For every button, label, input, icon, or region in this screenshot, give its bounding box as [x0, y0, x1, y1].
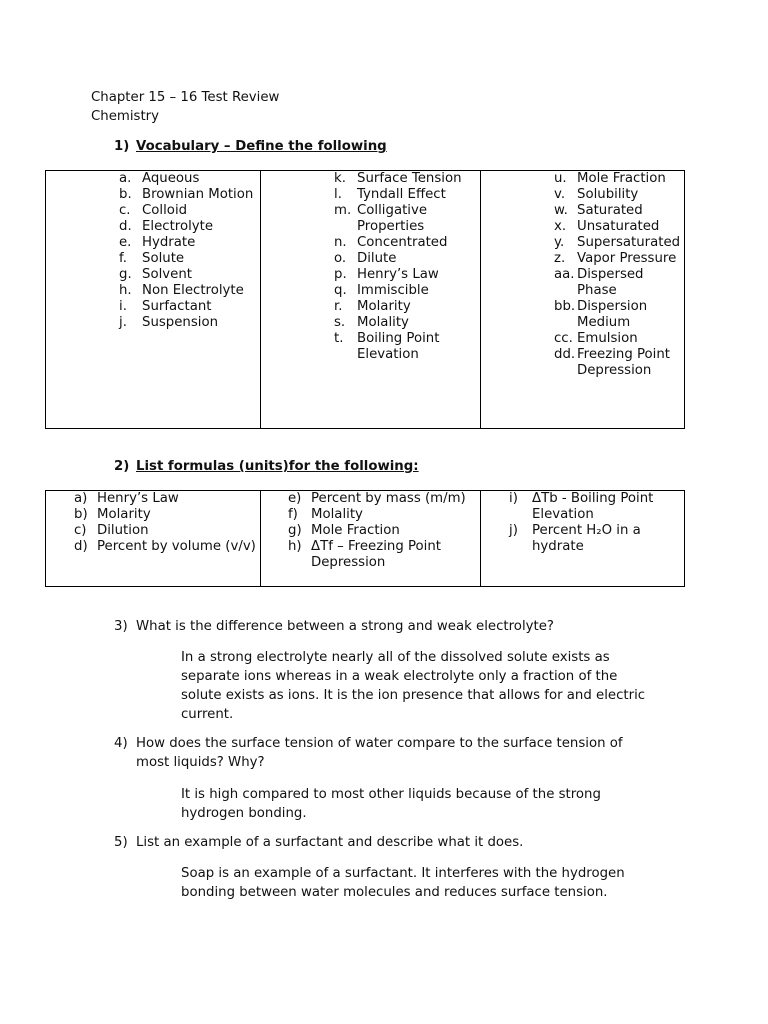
formula-item: a) Henry’s Law	[74, 491, 179, 506]
question-text: How does the surface tension of water compare to the surface tension of most liquids? Why?	[136, 736, 623, 770]
vocabulary-item: j. Suspension	[119, 315, 219, 330]
vocabulary-list	[554, 171, 684, 379]
formula-item: d) Percent by volume (v/v)	[74, 539, 256, 554]
answer-3: In a strong electrolyte nearly all of the dissolved solute exists as separate ions whereas in a weak electrolyte only a fraction of the solute exists as ions. It is the ion presence that allows for and electric current.	[181, 650, 646, 722]
chapter-title: Chapter 15 – 16 Test Review	[91, 90, 280, 105]
vocabulary-item: r. Molarity	[334, 299, 411, 314]
vocabulary-item: a. Aqueous	[119, 171, 200, 186]
vocabulary-item: cc. Emulsion	[554, 331, 638, 346]
formulas-list	[74, 491, 260, 555]
formula-item: e) Percent by mass (m/m)	[288, 491, 466, 506]
vocabulary-item: x. Unsaturated	[554, 219, 660, 234]
vocabulary-item: l. Tyndall Effect	[334, 187, 446, 202]
vocabulary-item: aa. Dispersed Phase	[554, 267, 644, 298]
vocabulary-item: bb. Dispersion Medium	[554, 299, 648, 330]
formula-item: c) Dilution	[74, 523, 149, 538]
answer-5: Soap is an example of a surfactant. It interferes with the hydrogen bonding between water molecules and reduces surface tension.	[181, 866, 625, 900]
section-1-heading	[114, 139, 387, 154]
formulas-list	[509, 491, 684, 555]
question-number: 4)	[114, 736, 128, 751]
formula-item: i) ΔTb - Boiling Point Elevation	[509, 491, 654, 522]
vocabulary-item: f. Solute	[119, 251, 185, 266]
vocabulary-item: k. Surface Tension	[334, 171, 462, 186]
formulas-table	[45, 490, 685, 587]
question-number: 5)	[114, 835, 128, 850]
question-number: 3)	[114, 619, 128, 634]
answer-4: It is high compared to most other liquids because of the strong hydrogen bonding.	[181, 787, 601, 821]
vocabulary-table	[45, 170, 685, 429]
formulas-list	[288, 491, 480, 571]
vocabulary-item: t. Boiling Point Elevation	[334, 331, 440, 362]
section-2-number: 2)	[114, 459, 130, 474]
subject-label: Chemistry	[91, 109, 160, 124]
vocabulary-column-3	[481, 171, 685, 429]
section-2-heading	[114, 459, 419, 474]
vocabulary-item: w. Saturated	[554, 203, 643, 218]
formula-item: j) Percent H₂O in a hydrate	[509, 523, 641, 554]
vocabulary-item: c. Colloid	[119, 203, 188, 218]
formulas-column-2	[261, 491, 481, 587]
vocabulary-item: dd. Freezing Point Depression	[554, 347, 670, 378]
vocabulary-item: h. Non Electrolyte	[119, 283, 244, 298]
vocabulary-item: b. Brownian Motion	[119, 187, 254, 202]
vocabulary-item: u. Mole Fraction	[554, 171, 666, 186]
vocabulary-item: z. Vapor Pressure	[554, 251, 677, 266]
question-text: What is the difference between a strong and weak electrolyte?	[136, 619, 554, 634]
vocabulary-column-2	[261, 171, 481, 429]
question-4	[114, 735, 654, 772]
vocabulary-item: s. Molality	[334, 315, 409, 330]
formulas-column-1	[46, 491, 261, 587]
section-2-title: List formulas (units)for the following:	[136, 459, 419, 474]
formula-item: h) ΔTf – Freezing Point Depression	[288, 539, 442, 570]
vocabulary-item: y. Supersaturated	[554, 235, 681, 250]
vocabulary-item: i. Surfactant	[119, 299, 212, 314]
question-text: List an example of a surfactant and describe what it does.	[136, 835, 524, 850]
section-1-number: 1)	[114, 139, 130, 154]
formula-item: g) Mole Fraction	[288, 523, 400, 538]
vocabulary-item: p. Henry’s Law	[334, 267, 439, 282]
vocabulary-list	[119, 171, 260, 331]
vocabulary-item: d. Electrolyte	[119, 219, 214, 234]
question-3	[114, 618, 654, 637]
section-1-title: Vocabulary – Define the following	[136, 139, 387, 154]
document-header	[91, 88, 279, 126]
vocabulary-item: n. Concentrated	[334, 235, 448, 250]
question-5	[114, 834, 654, 853]
vocabulary-item: v. Solubility	[554, 187, 639, 202]
vocabulary-item: e. Hydrate	[119, 235, 196, 250]
vocabulary-item: g. Solvent	[119, 267, 192, 282]
vocabulary-column-1	[46, 171, 261, 429]
formulas-column-3	[481, 491, 685, 587]
vocabulary-item: m. Colligative Properties	[334, 203, 428, 234]
vocabulary-item: o. Dilute	[334, 251, 397, 266]
formula-item: f) Molality	[288, 507, 363, 522]
vocabulary-item: q. Immiscible	[334, 283, 429, 298]
vocabulary-list	[334, 171, 480, 363]
formula-item: b) Molarity	[74, 507, 151, 522]
